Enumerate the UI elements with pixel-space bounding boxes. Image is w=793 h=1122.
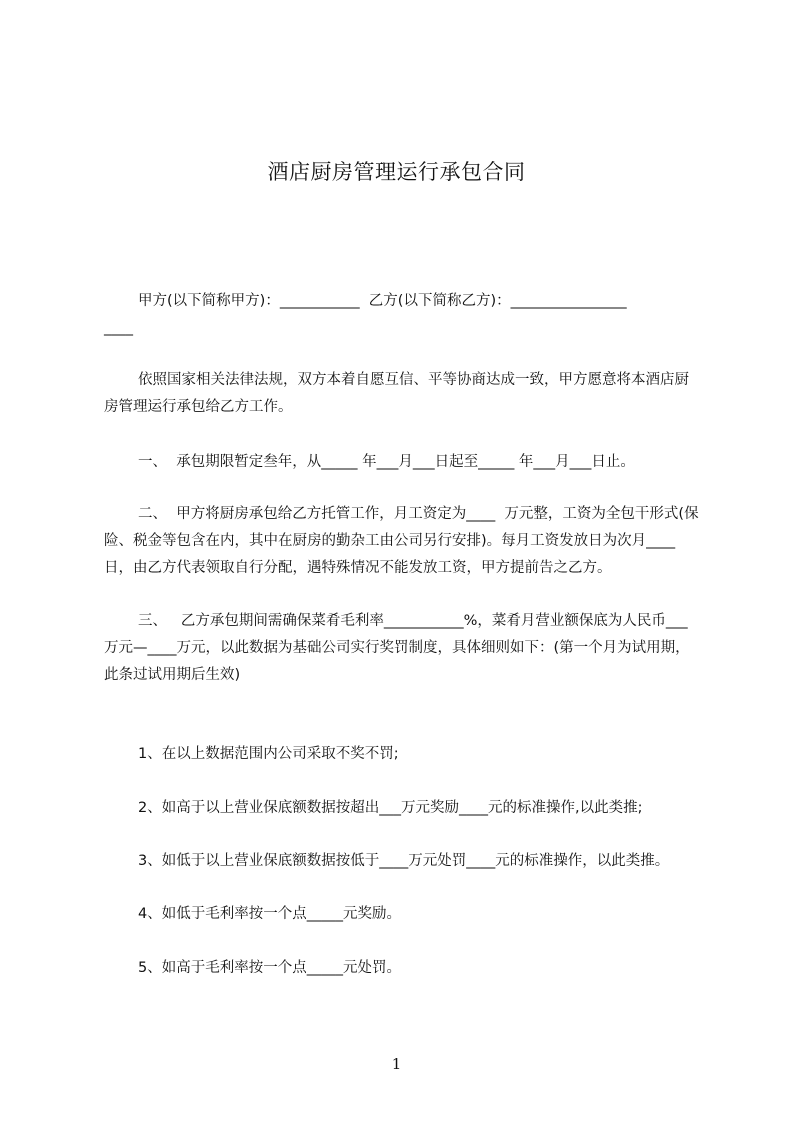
clause-2: 二、 甲方将厨房承包给乙方托管工作，月工资定为____ 万元整，工资为全包干形式(保险、税金等包含在内，其中在厨房的勤杂工由公司另行安排)。每月工资发放日为次月____日，由乙方代表领取自行分配，遇特殊情况不能发放工资，甲方提前告之乙方。 (104, 506, 699, 576)
rule-item-1: 1、在以上数据范围内公司采取不奖不罚; (138, 746, 399, 762)
parties-line: 甲方(以下简称甲方)：___________ 乙方(以下简称乙方)：________________ ____ (104, 293, 627, 336)
clause-3: 三、 乙方承包期间需确保菜肴毛利率___________%，菜肴月营业额保底为人民币___万元—____万元，以此数据为基础公司实行奖罚制度，具体细则如下：(第一个月为试用期，此条过试用期后生效) (104, 613, 690, 683)
rule-item-3: 3、如低于以上营业保底额数据按低于____万元处罚____元的标准操作，以此类推。 (138, 853, 670, 869)
rule-item-2: 2、如高于以上营业保底额数据按超出___万元奖励____元的标准操作,以此类推; (138, 800, 643, 816)
rule-item-4: 4、如低于毛利率按一个点_____元奖励。 (138, 906, 401, 922)
clause-1: 一、 承包期限暂定叁年，从_____ 年___月___日起至_____ 年___月___日止。 (138, 454, 635, 470)
page-number: 1 (391, 1055, 402, 1073)
document-title: 酒店厨房管理运行承包合同 (267, 160, 526, 185)
intro-paragraph: 依照国家相关法律法规，双方本着自愿互信、平等协商达成一致，甲方愿意将本酒店厨房管理运行承包给乙方工作。 (104, 372, 689, 415)
rule-item-5: 5、如高于毛利率按一个点_____元处罚。 (138, 960, 401, 976)
